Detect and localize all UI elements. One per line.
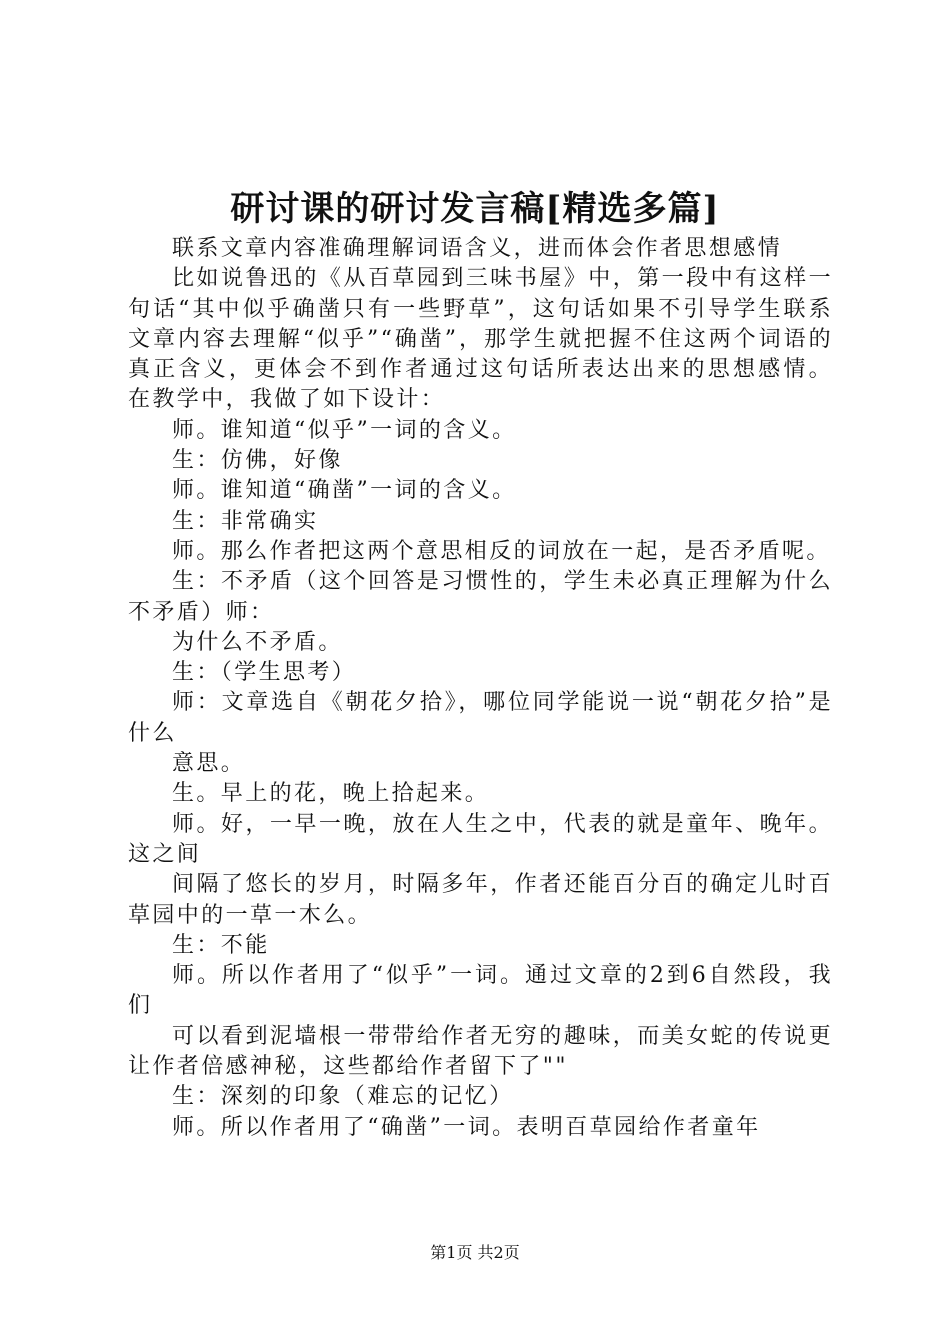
paragraph: 间隔了悠长的岁月，时隔多年，作者还能百分百的确定儿时百草园中的一草一木么。	[128, 872, 833, 928]
page-footer: 第1页 共2页	[430, 1243, 520, 1262]
document-body	[128, 234, 833, 1143]
paragraph: 师。谁知道“似乎”一词的含义。	[172, 417, 517, 443]
document-title: 研讨课的研讨发言稿[精选多篇]	[230, 189, 720, 229]
paragraph: 生：不矛盾（这个回答是习惯性的，学生未必真正理解为什么不矛盾）师：	[128, 569, 833, 625]
paragraph: 生：非常确实	[172, 508, 319, 534]
paragraph: 师。所以作者用了“确凿”一词。表明百草园给作者童年	[172, 1114, 761, 1140]
paragraph: 为什么不矛盾。	[172, 629, 343, 655]
paragraph: 生：深刻的印象（难忘的记忆）	[172, 1084, 514, 1110]
paragraph: 生。早上的花，晚上拾起来。	[172, 781, 490, 807]
paragraph: 比如说鲁迅的《从百草园到三味书屋》中，第一段中有这样一句话“其中似乎确凿只有一些野草”，这句话如果不引导学生联系文章内容去理解“似乎”“确凿”，那学生就把握不住这两个词语的真正含义，更体会不到作者通过这句话所表达出来的思想感情。在教学中，我做了如下设计：	[128, 266, 833, 413]
paragraph: 生：（学生思考）	[172, 660, 357, 686]
paragraph: 师。那么作者把这两个意思相反的词放在一起，是否矛盾呢。	[172, 538, 831, 564]
paragraph: 生：不能	[172, 932, 270, 958]
paragraph: 师。好，一早一晚，放在人生之中，代表的就是童年、晚年。这之间	[128, 811, 833, 867]
paragraph: 师。所以作者用了“似乎”一词。通过文章的2到6自然段，我们	[128, 963, 833, 1019]
paragraph: 师。谁知道“确凿”一词的含义。	[172, 478, 517, 504]
paragraph: 联系文章内容准确理解词语含义，进而体会作者思想感情	[172, 236, 783, 261]
paragraph: 师：文章选自《朝花夕拾》，哪位同学能说一说“朝花夕拾”是什么	[128, 690, 833, 746]
paragraph: 可以看到泥墙根一带带给作者无穷的趣味，而美女蛇的传说更让作者倍感神秘，这些都给作者留下了""	[128, 1023, 833, 1080]
paragraph: 生：仿佛，好像	[172, 448, 343, 474]
paragraph: 意思。	[172, 751, 246, 777]
